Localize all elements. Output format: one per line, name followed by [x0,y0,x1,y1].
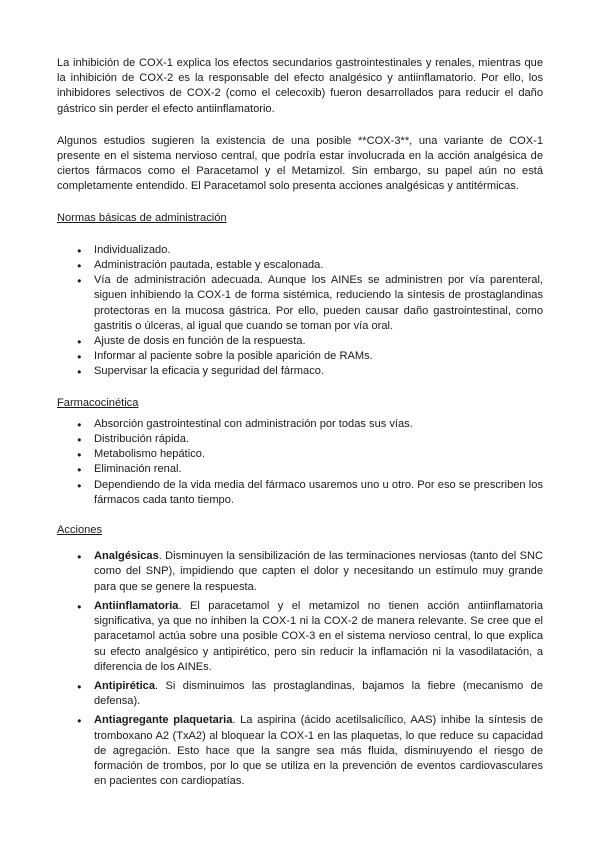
list-item: ● Eliminación renal. [57,462,543,477]
list-item-antiinflamatoria [57,599,543,675]
list-item: ● Metabolismo hepático. [57,447,543,462]
list-item: ● Dependiendo de la vida media del fármaco usaremos uno u otro. Por eso se prescriben los fármacos cada tanto tiempo. [57,478,543,508]
list-acciones [57,549,543,789]
text-antiinflamatoria: . El paracetamol y el metamizol no tienen acción antiinflamatoria significativa, ya que no inhiben la COX-1 ni la COX-2 de manera relevante. Se cree que el paracetamol actúa sobre una posible COX-3 en el sistema nervioso central, lo que explica su efecto analgésico y antipirético, pero sin reducir la inflamación ni la vasodilatación, a diferencia de los AINEs. [94,599,543,673]
document-content [57,56,543,793]
heading-farmacocinetica: Farmacocinética [57,396,139,409]
term-antiagregante: Antiagregante plaquetaria [94,714,233,727]
heading-acciones: Acciones [57,524,103,537]
text-analgesicas: . Disminuyen la sensibilización de las terminaciones nerviosas (tanto del SNC como del SNP), impidiendo que capten el dolor y necesitando un estímulo muy grande para que se genere la respuesta. [94,550,543,593]
list-item: ● Administración pautada, estable y escalonada. [57,258,543,273]
term-antiinflamatoria: Antiinflamatoria [94,599,179,612]
list-item-antipiretica [57,679,543,709]
text-antiagregante: . La aspirina (ácido acetilsalicílico, AAS) inhibe la síntesis de tromboxano A2 (TxA2) al bloquear la COX-1 en las plaquetas, lo que reduce su capacidad de agregación. Esto hace que la sangre sea más fluida, disminuyendo el riesgo de formación de trombos, por lo que se utiliza en la prevención de eventos cardiovasculares en pacientes con cardiopatías. [94,714,543,788]
list-item: ● Informar al paciente sobre la posible aparición de RAMs. [57,349,543,364]
term-antipiretica: Antipirética [94,679,156,692]
heading-normas: Normas básicas de administración [57,211,227,224]
list-item-antiagregante [57,713,543,789]
list-item-analgesicas [57,549,543,595]
list-item: ● Distribución rápida. [57,432,543,447]
list-item: ● Supervisar la eficacia y seguridad del fármaco. [57,364,543,379]
list-item: ● Absorción gastrointestinal con administración por todas sus vías. [57,417,543,432]
list-farmacocinetica [57,417,543,508]
intro-paragraph-cox3: Algunos estudios sugieren la existencia de una posible **COX-3**, una variante de COX-1 presente en el sistema nervioso central, que podría estar involucrada en la acción analgésica de ciertos fármacos como el Paracetamol y el Metamizol. Sin embargo, su papel aún no está completamente entendido. El Paracetamol solo presenta acciones analgésicas y antitérmicas. [57,134,543,193]
intro-paragraph-cox: La inhibición de COX-1 explica los efectos secundarios gastrointestinales y renales, mientras que la inhibición de COX-2 es la responsable del efecto analgésico y antiinflamatorio. Por ello, los inhibidores selectivos de COX-2 (como el celecoxib) fueron desarrollados para reducir el daño gástrico sin perder el efecto antiinflamatorio. [57,57,543,115]
list-normas [57,243,543,380]
text-antipiretica: . Si disminuimos las prostaglandinas, bajamos la fiebre (mecanismo de defensa). [94,679,543,708]
term-analgesicas: Analgésicas [94,550,159,563]
list-item: ● Individualizado. [57,243,543,258]
list-item: ● Vía de administración adecuada. Aunque los AINEs se administren por vía parenteral, siguen inhibiendo la COX-1 de forma sistémica, reduciendo la síntesis de prostaglandinas protectoras en la mucosa gástrica. Por ello, pueden causar daño gastrointestinal, como gastritis o úlceras, al igual que cuando se toman por vía oral. [57,273,543,334]
list-item: ● Ajuste de dosis en función de la respuesta. [57,334,543,349]
